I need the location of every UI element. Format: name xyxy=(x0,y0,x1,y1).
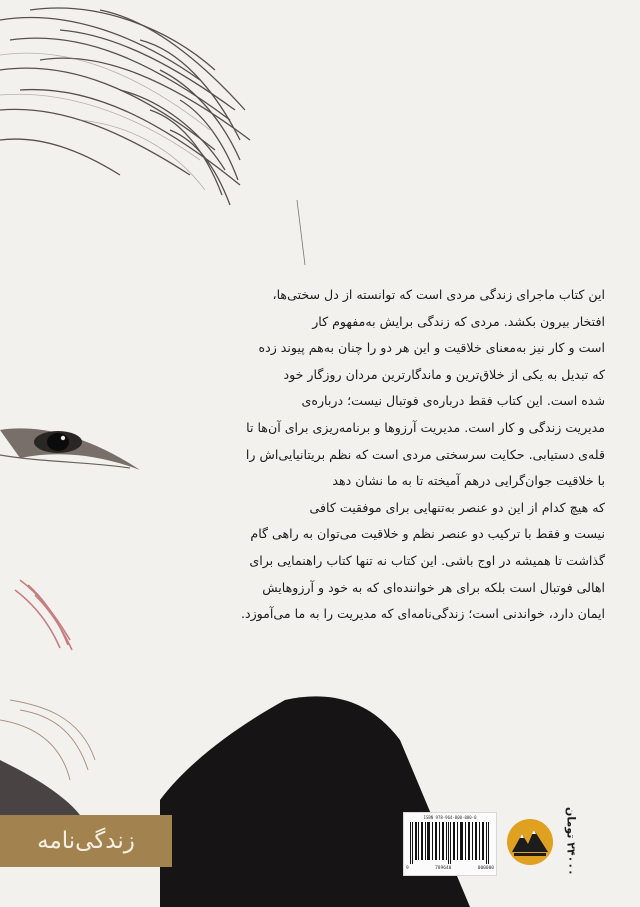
blurb-line: که هیچ کدام از این دو عنصر به‌تنهایی برای موفقیت کافی xyxy=(309,499,605,515)
barcode-digit-group: 789640 xyxy=(435,866,452,871)
blurb-line: گذاشت تا همیشه در اوج باشی. این کتاب نه تنها کتاب راهنمایی برای xyxy=(249,552,605,568)
blurb-text xyxy=(150,282,605,628)
genre-label: زندگی‌نامه xyxy=(37,828,135,854)
blurb-line: است و کار نیز به‌معنای خلاقیت و این هر دو را چنان به‌هم پیوند زده xyxy=(258,340,605,356)
hair-strokes xyxy=(0,8,250,205)
barcode-digits xyxy=(406,866,494,871)
blurb-line: این کتاب ماجرای زندگی مردی است که توانسته از دل سختی‌ها، xyxy=(272,287,605,302)
blurb-line: افتخار بیرون بکشد. مردی که زندگی برایش به‌مفهوم کار xyxy=(312,313,605,329)
isbn-line: ISBN 978-964-000-000-0 xyxy=(423,815,477,820)
blurb-line: که تبدیل به یکی از خلاق‌ترین و ماندگارترین مردان روزگار خود xyxy=(283,366,605,382)
blurb-line: شده است. این کتاب فقط درباره‌ی فوتبال نیست؛ درباره‌ی xyxy=(301,393,605,409)
blurb-line: نیست و فقط با ترکیب دو عنصر نظم و خلاقیت می‌توان به راهی گام xyxy=(250,526,605,542)
barcode-digit-group: 000000 xyxy=(477,866,494,871)
barcode-digit-group: 9 xyxy=(406,866,409,871)
blurb-line: مدیریت زندگی و کار است. مدیریت آرزوها و برنامه‌ریزی برای آن‌ها تا xyxy=(246,419,605,435)
barcode xyxy=(403,812,497,876)
genre-panel xyxy=(0,815,172,867)
blurb-line: ایمان دارد، خواندنی است؛ زندگی‌نامه‌ای که مدیریت را به ما می‌آموزد. xyxy=(240,606,605,622)
price-label: ۲۴۰۰۰ تومان xyxy=(564,806,578,876)
cheek-strokes xyxy=(15,580,72,650)
blurb-line: اهالی فوتبال است بلکه برای هر خواننده‌ای که به خود و آرزوهایش xyxy=(262,579,605,595)
blurb-line: قله‌ی دستیابی. حکایت سرسختی مردی است که نظم بریتانیایی‌اش را xyxy=(245,446,605,462)
barcode-bars xyxy=(408,822,492,864)
blurb-line: با خلاقیت جوان‌گرایی درهم آمیخته تا به ما نشان دهد xyxy=(332,473,605,489)
mountains-logo-icon xyxy=(506,818,554,866)
eye-shape xyxy=(0,428,140,470)
